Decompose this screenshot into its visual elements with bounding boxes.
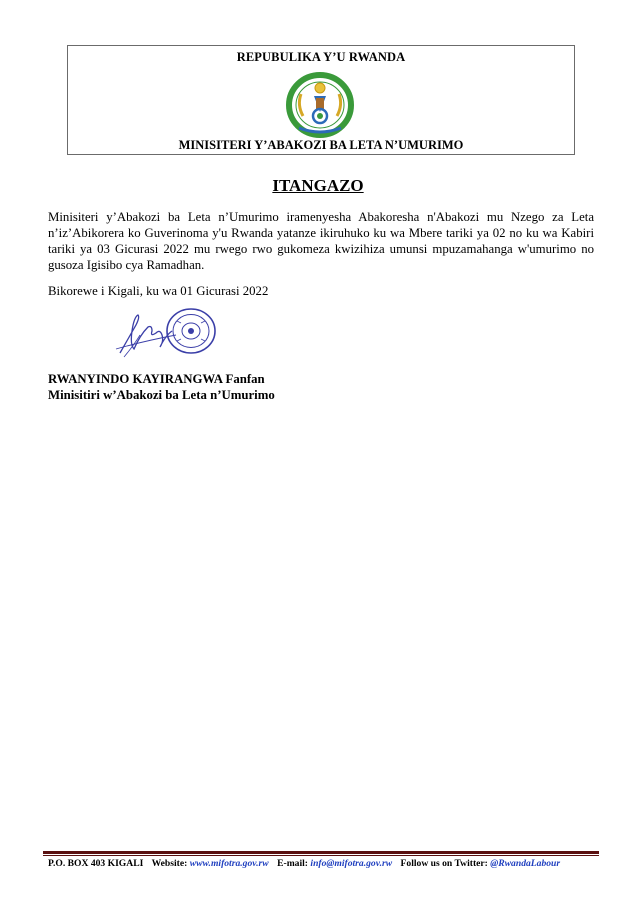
signer-name: RWANYINDO KAYIRANGWA Fanfan: [48, 372, 265, 386]
footer-twitter-link[interactable]: @RwandaLabour: [490, 858, 561, 869]
letterhead-box: [67, 45, 575, 155]
footer-divider-thin: [43, 855, 599, 856]
footer-twitter-label: Follow us on Twitter:: [400, 858, 488, 869]
rwanda-coat-of-arms-icon: [285, 72, 355, 138]
place-and-date: Bikorewe i Kigali, ku wa 01 Gicurasi 2022: [48, 284, 269, 298]
footer-contact: [48, 858, 560, 869]
footer-website-link[interactable]: www.mifotra.gov.rw: [189, 858, 269, 869]
signer-title: Minisitiri w’Abakozi ba Leta n’Umurimo: [48, 388, 275, 402]
notice-title: ITANGAZO: [272, 176, 364, 195]
footer-email-link[interactable]: info@mifotra.gov.rw: [310, 858, 393, 869]
ministry-name: MINISITERI Y’ABAKOZI BA LETA N’UMURIMO: [178, 138, 464, 152]
country-name: REPUBULIKA Y’U RWANDA: [236, 50, 406, 64]
official-seal-icon: [165, 307, 217, 355]
notice-body: Minisiteri y’Abakozi ba Leta n’Umurimo iramenyesha Abakoresha n'Abakozi mu Nzego za Leta n’iz’Abikorera ko Guverinoma y'u Rwanda yatanze ikiruhuko ku wa Mbere tariki ya 02 no ku wa Kabiri tariki ya 03 Gicurasi 2022 mu rwego rwo gukomeza kwizihiza umunsi mpuzamahanga w'umurimo no gusoza Igisibo cya Ramadhan.: [48, 210, 594, 272]
footer-email-label: E-mail:: [277, 858, 309, 869]
footer-website-label: Website:: [151, 858, 188, 869]
footer-pobox: P.O. BOX 403 KIGALI: [48, 858, 144, 869]
footer-divider-thick: [43, 851, 599, 854]
